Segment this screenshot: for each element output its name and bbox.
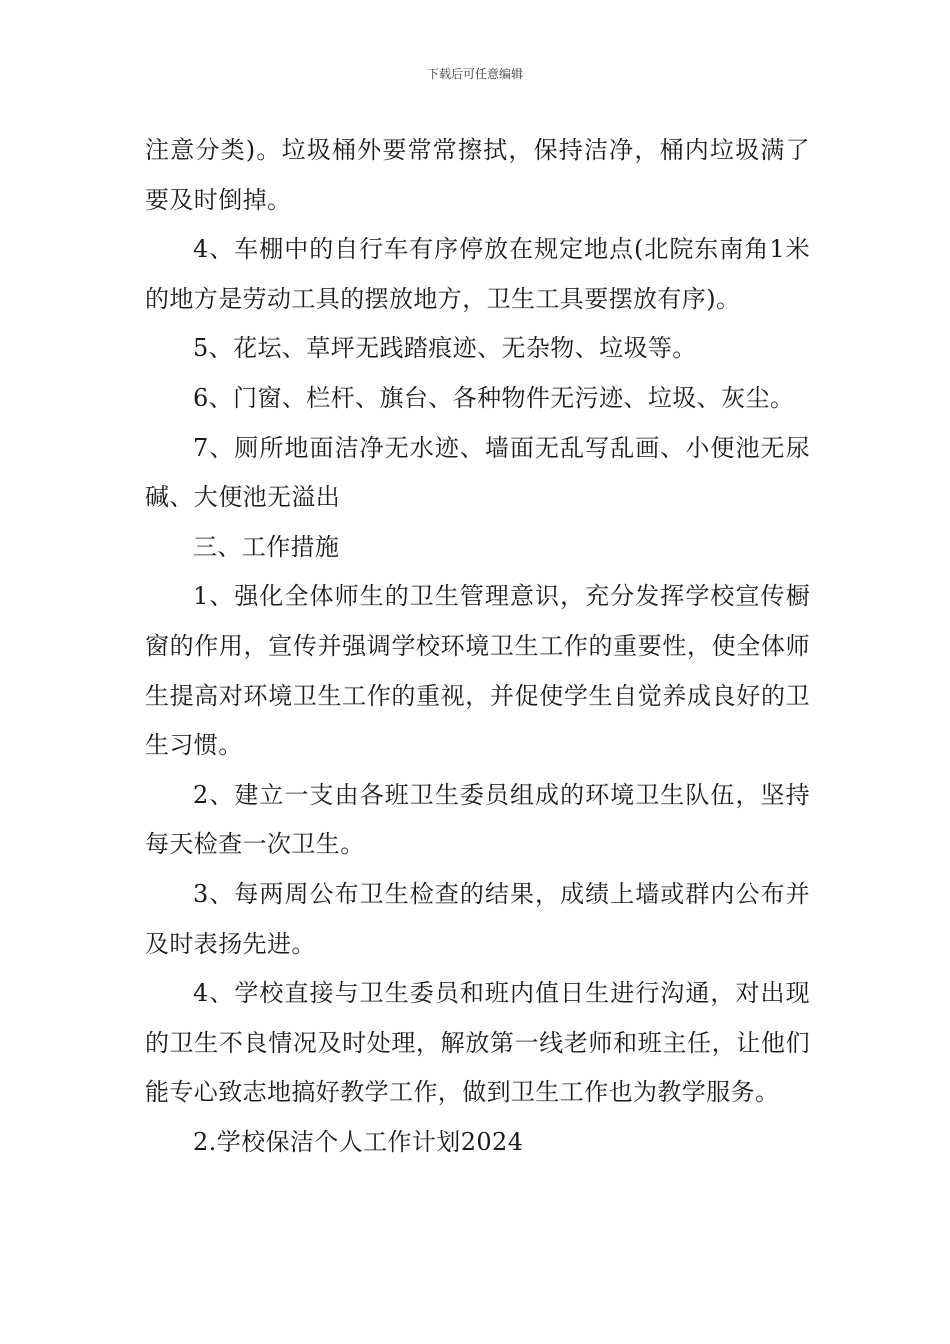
paragraph-item-4-bicycles: 4、车棚中的自行车有序停放在规定地点(北院东南角1米的地方是劳动工具的摆放地方，卫生工具要摆放有序)。 [145, 235, 810, 313]
paragraph-measure-1: 1、强化全体师生的卫生管理意识，充分发挥学校宣传橱窗的作用，宣传并强调学校环境卫生工作的重要性，使全体师生提高对环境卫生工作的重视，并促使学生自觉养成良好的卫生习惯。 [145, 582, 810, 760]
paragraph-measure-2: 2、建立一支由各班卫生委员组成的环境卫生队伍，坚持每天检查一次卫生。 [145, 780, 810, 859]
document-subtitle: 2.学校保洁个人工作计划2024 [193, 1127, 524, 1156]
paragraph-measure-3: 3、每两周公布卫生检查的结果，成绩上墙或群内公布并及时表扬先进。 [145, 879, 810, 958]
paragraph-item-5-flowerbeds: 5、花坛、草坪无践踏痕迹、无杂物、垃圾等。 [193, 334, 697, 363]
document-body [145, 126, 810, 1167]
paragraph-continuation: 注意分类)。垃圾桶外要常常擦拭，保持洁净，桶内垃圾满了要及时倒掉。 [145, 136, 810, 214]
paragraph-measure-4: 4、学校直接与卫生委员和班内值日生进行沟通，对出现的卫生不良情况及时处理，解放第一线老师和班主任，让他们能专心致志地搞好教学工作，做到卫生工作也为教学服务。 [145, 979, 810, 1107]
page-header-note: 下载后可任意编辑 [426, 67, 523, 81]
paragraph-item-7-toilets: 7、厕所地面洁净无水迹、墙面无乱写乱画、小便池无尿碱、大便池无溢出 [145, 433, 810, 512]
paragraph-item-6-doors-windows: 6、门窗、栏杆、旗台、各种物件无污迹、垃圾、灰尘。 [193, 383, 795, 412]
section-heading-measures: 三、工作措施 [193, 532, 340, 561]
